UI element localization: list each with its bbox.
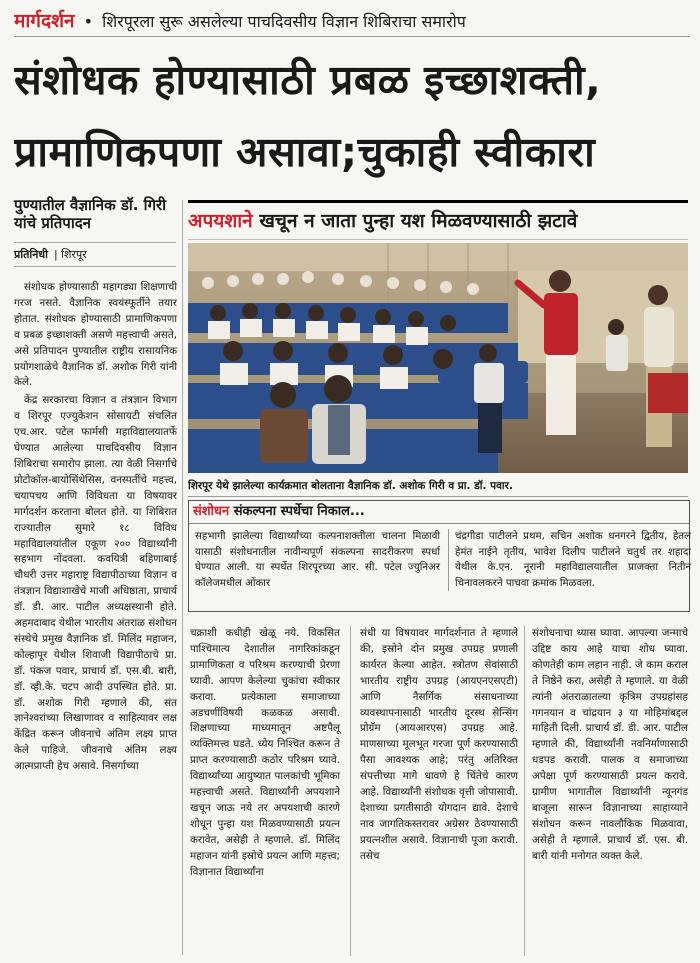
article-column-b: संधी या विषयावर मार्गदर्शनात ते म्हणाले की, इस्रोने दोन प्रमुख उपग्रह प्रणाली कार्यरत केल्या आहेत. स्त्रोतण सेवांसाठी भारतीय राष्ट्रीय उपग्रह (आयएनएसएटी) आणि नैसर्गिक संसाधनाच्या व्यवस्थापनासाठी भारतीय दूरस्थ सेन्सिंग प्रोग्रॅम (आयआरएस) उपग्रह आहे. माणसाच्या मूलभूत गरजा पूर्ण करण्यासाठी पैसा आवश्यक आहे; परंतु अतिरिक्त संपत्तीच्या मागे धावणे हे चिंतेचे कारण आहे. विद्यार्थ्यांनी संशोधक वृत्ती जोपासावी. देशाच्या प्रगतीसाठी योगदान द्यावे. देशाचे नाव जागतिकस्तरावर अग्रेसर ठेवण्यासाठी प्रयत्नशील असावे. विज्ञानाची पूजा करावी. तसेच [360,627,518,862]
auditorium-photo-image [188,243,688,473]
headline-line-2: प्रामाणिकपणा असावा;चुकाही स्वीकारा [14,128,596,176]
reporter: प्रतिनिधी [14,248,48,261]
column-divider [182,200,183,955]
dateline-place: शिरपूर [61,248,87,261]
event-photo [188,243,688,473]
article-column-left [14,280,177,777]
subheadline [188,200,688,240]
box-column-1: सहभागी झालेल्या विद्यार्थ्यांच्या कल्पनाशक्तीला चालना मिळावी यासाठी संशोधनातील नावीन्यपूर्ण संकल्पना सादरीकरण स्पर्धा घेण्यात आली. या स्पर्धेत शिरपूरच्या आर. सी. पटेल ज्युनिअर कॉलेजमधील ओंकार [195,531,440,589]
photo-caption: शिरपूर येथे झालेल्या कार्यक्रमात बोलताना वैज्ञानिक डॉ. अशोक गिरी व प्रा. डॉ. पवार. [188,476,688,497]
subheadline-red: अपयशाने [188,210,253,232]
article-column-c: संशोधनाचा ध्यास घ्यावा. आपल्या जन्माचे उद्दिष्ट काय आहे याचा शोध घ्यावा. कोणतेही काम लहान नाही. जे काम कराल ते निष्ठेने करा, असेही ते म्हणाले. या वेळी त्यांनी अंतराळातल्या कृत्रिम उपग्रहांसह गगनयान व चांद्रयान ३ या मोहिमांबद्दल माहिती दिली. प्राचार्य डॉ. डी. आर. पाटील म्हणाले की, विद्यार्थ्यांनी नवनिर्माणासाठी धडपड करावी. पालक व समाजाच्या अपेक्षा पूर्ण करण्यासाठी प्रयत्न करावे. ग्रामीण भागातील विद्यार्थ्यांनी न्यूनगंड बाजूला सारून विज्ञानाच्या साहाय्याने संशोधन करून नावलौकिक मिळवावा, असेही ते म्हणाले. प्राचार्य डॉ. एस. बी. बारी यांनी मनोगत व्यक्त केले. [532,627,688,862]
byline-title: पुण्यातील वैज्ञानिक डॉ. गिरी यांचे प्रतिपादन [14,196,167,232]
box-heading-rest: संकल्पना स्पर्धेचा निकाल... [233,504,365,519]
paragraph: संशोधक होण्यासाठी महागड्या शिक्षणाची गरज नसते. वैज्ञानिक स्वयंस्फूर्तीने तयार होतात. संशोधक होण्यासाठी प्रामाणिकपणा व प्रबळ इच्छाशक्ती असणे महत्त्वाची असते, असे प्रतिपादन पुण्यातील राष्ट्रीय रासायनिक प्रयोगशाळेचे वैज्ञानिक डॉ. अशोक गिरी यांनी केले. [14,281,177,389]
reporter-line: प्रतिनिधी | शिरपूर [14,242,176,267]
column-divider [350,626,351,956]
subheadline-rest: खचून न जाता पुन्हा यश मिळवण्यासाठी झटावे [259,210,578,232]
kicker-bullet: • [83,12,94,31]
byline [14,196,176,278]
box-column-2: चंद्रगीडा पाटीलने प्रथम, सचिन अशोक धनगरने द्वितीय, हेतल हेमंत नाईने तृतीय, भावेश दिलीप पाटीलने चतुर्थ तर शहादा येथील के.एन. नूरानी महाविद्यालयातील प्राजक्ता नितीन चिनावलकरने पाचवा क्रमांक मिळवला. [448,529,691,591]
column-divider [524,626,525,956]
topline-text: शिरपूरला सुरू असलेल्या पाचदिवसीय विज्ञान शिबिराचा समारोप [102,12,466,31]
box-heading-red: संशोधन [193,504,230,519]
paragraph: केंद्र सरकारचा विज्ञान व तंत्रज्ञान विभाग व शिरपूर एज्युकेशन सोसायटी संचलित एच.आर. पटेल फार्मसी महाविद्यालयातर्फे घेण्यात आलेल्या पाचदिवसीय विज्ञान शिबिराचा समारोप झाला. त्या वेळी निसर्गाचे प्रोटोकॉल-बायोसिंथेसिस, वनस्पतींचे महत्त्व, चयापचय आणि विविधता या विषयावर मार्गदर्शन करताना बोलत होते. या शिबिरात राज्यातील सुमारे १८ विविध महाविद्यालयांतील एकूण २०० विद्यार्थ्यांनी सहभाग नोंदवला. कवयित्री बहिणाबाई चौधरी उत्तर महाराष्ट्र विद्यापीठाच्या विज्ञान व तंत्रज्ञान विद्याशाखेचे माजी अधिष्ठाता, प्राचार्य डॉ. डी. आर. पाटील अध्यक्षस्थानी होते. अहमदाबाद येथील भारतीय अंतराळ संशोधन संस्थेचे प्रमुख वैज्ञानिक डॉ. मिलिंद महाजन, कोल्हापूर येथील शिवाजी विद्यापीठाचे प्रा. डॉ. पंकज पवार, प्राचार्य डॉ. एस.बी. बारी, डॉ. व्ही.के. चटप आदी उपस्थित होते. प्रा. डॉ. अशोक गिरी म्हणाले की, संत ज्ञानेश्वरांच्या लिखाणावर व साहित्यावर लक्ष केंद्रित करून जीवनाचे अंतिम लक्ष्य प्राप्त केले पाहिजे. जीवनाचे अंतिम लक्ष्य आत्मप्राप्ती हेच असावे. निसर्गाच्या [14,394,177,773]
article-column-a: चक्राशी कधीही खेळू नये. विकसित पाश्चिमात्य देशातील नागरिकांकडून प्रामाणिकता व परिश्रम करण्याची प्रेरणा घ्यावी. आपण केलेल्या चुकांचा स्वीकार करावा. प्रत्येकाला समाजाच्या अडचणींविषयी कळकळ असावी. शिक्षणाच्या माध्यमातून अष्टपैलू व्यक्तिमत्त्व घडते. ध्येय निश्चित करून ते प्राप्त करण्यासाठी कठोर परिश्रम घ्यावे. विद्यार्थ्यांच्या आयुष्यात पालकांची भूमिका महत्त्वाची असते. विद्यार्थ्यांनी अपयशाने खचून जाऊ नये तर अपयशाची कारणे शोधून पुन्हा यश मिळवण्यासाठी प्रयत्न करावेत, असेही ते म्हणाले. डॉ. मिलिंद महाजन यांनी इस्रोचे प्रयत्न आणि महत्त्व; विज्ञानात विद्यार्थ्यांना [190,627,340,878]
headline [14,44,694,188]
kicker: मार्गदर्शन [14,10,75,32]
competition-result-box [188,500,690,612]
box-heading [189,501,689,524]
headline-line-1: संशोधक होण्यासाठी प्रबळ इच्छाशक्ती, [14,56,602,104]
topline [14,6,690,37]
